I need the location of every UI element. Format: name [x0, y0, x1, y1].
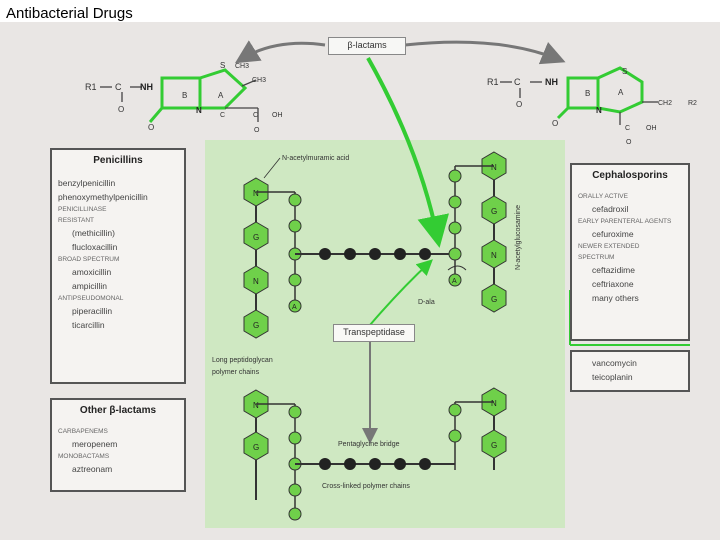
amino-acid	[289, 194, 301, 206]
glycine	[344, 458, 356, 470]
glycine	[344, 248, 356, 260]
ceph-nh: NH	[545, 77, 558, 87]
cephalosporin-category: ORALLY ACTIVE	[578, 193, 628, 200]
other-beta-lactam-drug: aztreonam	[72, 464, 113, 474]
penicillin-drug: phenoxymethylpenicillin	[58, 192, 148, 202]
pen-ring-a: A	[218, 91, 224, 100]
pen-ch3b: CH3	[252, 77, 267, 84]
penicillin-drug: benzylpenicillin	[58, 178, 116, 188]
other-beta-lactam-category: CARBAPENEMS	[58, 428, 108, 435]
ceph-oh: OH	[646, 125, 657, 132]
ceph-o1: O	[516, 100, 523, 109]
sugar-g-bottom-right-label: G	[491, 441, 498, 450]
amino-acid	[449, 404, 461, 416]
pen-r1: R1	[85, 82, 97, 92]
pen-n: N	[196, 106, 202, 115]
cephalosporin-drug: ceftazidime	[592, 265, 635, 275]
crosslinked-label: Cross-linked polymer chains	[322, 483, 410, 490]
amino-acid	[289, 508, 301, 520]
other-beta-lactam-category: MONOBACTAMS	[58, 453, 110, 460]
n-acetylglucosamine-label: N-acetylglucosamine	[515, 205, 522, 270]
penicillin-drug: piperacillin	[72, 306, 113, 316]
pen-oh: OH	[272, 112, 283, 119]
amino-acid	[289, 432, 301, 444]
glycine	[419, 458, 431, 470]
cephalosporin-category: EARLY PARENTERAL AGENTS	[578, 218, 672, 225]
penicillin-drug: ticarcillin	[72, 320, 105, 330]
pen-nh: NH	[140, 82, 153, 92]
penicillin-drug: (methicillin)	[72, 228, 115, 238]
other-beta-lactams-title: Other β-lactams	[79, 405, 157, 416]
arrow-to-cephalosporin-structure	[405, 42, 560, 60]
cephalosporin-category: NEWER EXTENDED	[578, 243, 640, 250]
penicillin-structure	[100, 70, 258, 122]
amino-acid	[449, 170, 461, 182]
sugar-n-right-2-label: N	[491, 251, 497, 260]
sugar-n-bottom-right-label: N	[491, 399, 497, 408]
glycine	[319, 248, 331, 260]
ceph-r2: R2	[688, 100, 697, 107]
cephalosporin-drug: cefuroxime	[592, 229, 634, 239]
sugar-g-left-2-label: G	[253, 321, 260, 330]
ceph-r1: R1	[487, 77, 499, 87]
penicillin-category: BROAD SPECTRUM	[58, 256, 120, 263]
cephalosporin-structure	[500, 68, 658, 125]
penicillins-title: Penicillins	[93, 155, 143, 166]
cephalosporins-title: Cephalosporins	[592, 170, 668, 181]
cephalosporin-drug: ceftriaxone	[592, 279, 634, 289]
penicillin-drug: flucloxacillin	[72, 242, 118, 252]
pen-o3: O	[254, 127, 260, 134]
amino-acid-a-label-right: A	[452, 278, 457, 285]
amino-acid	[449, 196, 461, 208]
sugar-n-left-2-label: N	[253, 277, 259, 286]
amino-acid	[289, 484, 301, 496]
glycopeptide-drug: vancomycin	[592, 358, 637, 368]
pentaglycine-label: Pentaglycine bridge	[338, 441, 400, 448]
amino-acid	[449, 430, 461, 442]
ceph-c: C	[514, 77, 521, 87]
d-ala-label: D-ala	[418, 299, 435, 306]
sugar-n-left-1-label: N	[253, 189, 259, 198]
sugar-g-bottom-left-label: G	[253, 443, 260, 452]
pen-ch3a: CH3	[235, 63, 250, 70]
ceph-o3: O	[626, 139, 632, 146]
other-beta-lactam-drug: meropenem	[72, 439, 118, 449]
n-acetylmuramic-label: N-acetylmuramic acid	[282, 155, 350, 162]
ceph-c2: C	[625, 125, 631, 132]
long-chains-label-1: Long peptidoglycan	[212, 357, 273, 364]
sugar-g-left-1-label: G	[253, 233, 260, 242]
penicillin-drug: ampicillin	[72, 281, 107, 291]
long-chains-label-2: polymer chains	[212, 369, 260, 376]
arrow-to-penicillin-structure	[240, 43, 325, 60]
pen-c2: C	[253, 112, 259, 119]
beta-lactams-label: β-lactams	[328, 37, 406, 55]
glycine	[394, 248, 406, 260]
transpeptidase-label: Transpeptidase	[333, 324, 415, 342]
amino-acid	[289, 406, 301, 418]
pen-c: C	[115, 82, 122, 92]
glycine	[369, 248, 381, 260]
ceph-o2: O	[552, 119, 559, 128]
amino-acid	[289, 274, 301, 286]
sugar-g-right-2-label: G	[491, 295, 498, 304]
glycine	[419, 248, 431, 260]
ceph-ch2: CH2	[658, 100, 673, 107]
penicillin-drug: amoxicillin	[72, 267, 112, 277]
ceph-s: S	[622, 67, 628, 76]
amino-acid-a-label: A	[292, 304, 297, 311]
glycine	[369, 458, 381, 470]
amino-acid	[289, 220, 301, 232]
penicillins-box	[50, 148, 186, 384]
penicillin-category: RESISTANT	[58, 217, 94, 224]
pen-o2: O	[148, 123, 155, 132]
glycopeptide-drug: teicoplanin	[592, 372, 633, 382]
penicillin-category: PENICILLINASE	[58, 206, 107, 213]
ceph-ring-a: A	[618, 88, 624, 97]
cephalosporin-drug: cefadroxil	[592, 204, 629, 214]
amino-acid	[449, 222, 461, 234]
amino-acid	[449, 248, 461, 260]
pen-c3: C	[220, 112, 226, 119]
sugar-g-right-1-label: G	[491, 207, 498, 216]
pen-o1: O	[118, 105, 125, 114]
sugar-n-right-1-label: N	[491, 163, 497, 172]
slide-title-line-1: Antibacterial Drugs	[6, 5, 133, 22]
cephalosporin-drug: many others	[592, 293, 639, 303]
ceph-n: N	[596, 106, 602, 115]
pen-ring-b: B	[182, 91, 188, 100]
pen-s: S	[220, 61, 226, 70]
other-beta-lactams-box	[50, 398, 186, 492]
glycine	[394, 458, 406, 470]
glycine	[319, 458, 331, 470]
penicillin-category: ANTIPSEUDOMONAL	[58, 295, 124, 302]
glycopeptides-box	[570, 350, 690, 392]
ceph-ring-b: B	[585, 89, 591, 98]
sugar-n-bottom-left-label: N	[253, 401, 259, 410]
cephalosporins-box	[570, 163, 690, 341]
cephalosporin-category: SPECTRUM	[578, 254, 615, 261]
